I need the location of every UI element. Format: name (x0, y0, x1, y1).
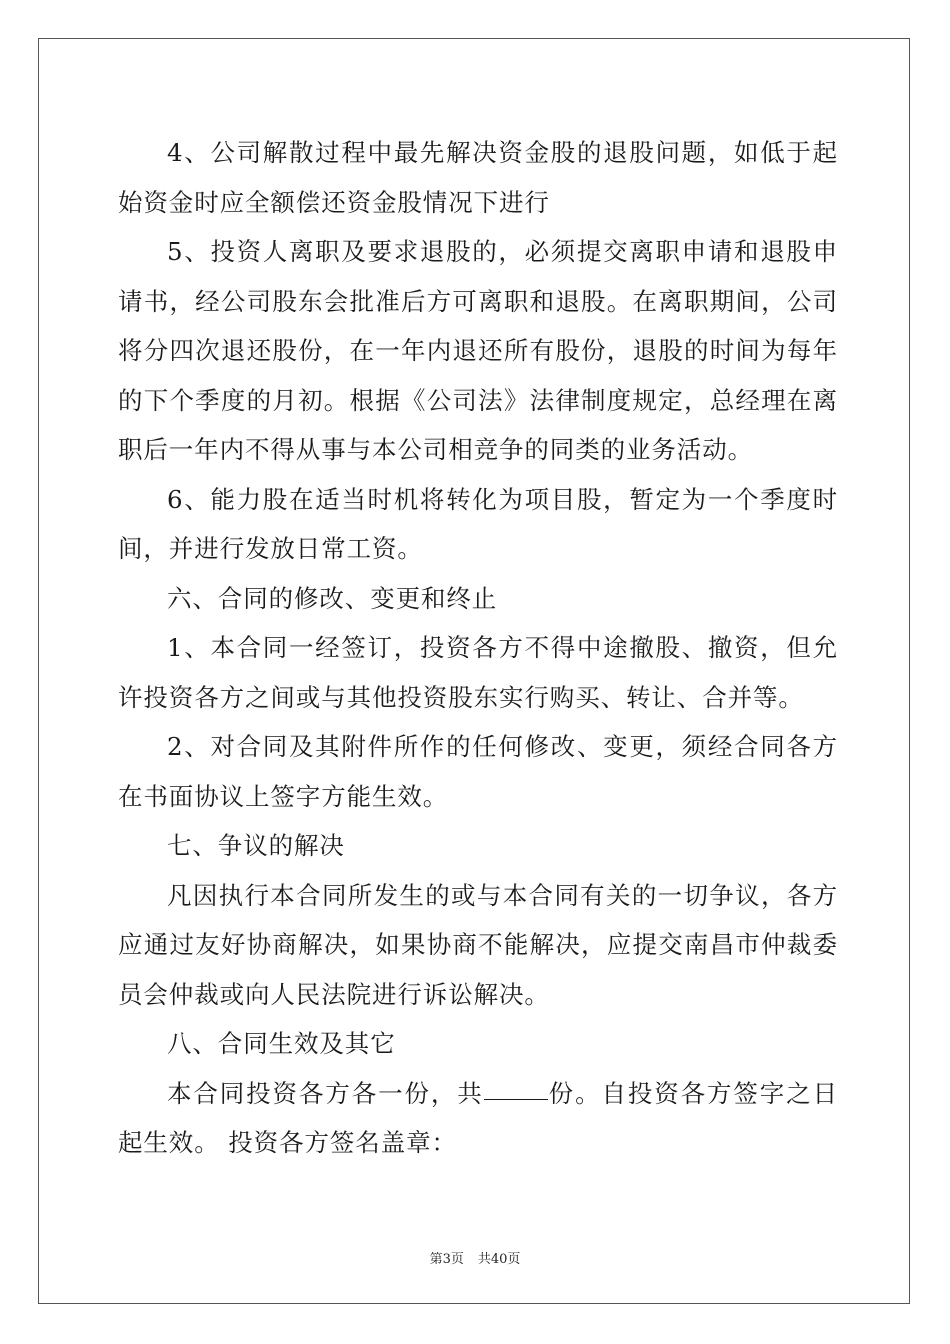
effect-text-before-blank: 本合同投资各方各一份，共 (167, 1078, 484, 1108)
page-number: 第3页 (429, 1252, 464, 1267)
paragraph-dispute: 凡因执行本合同所发生的或与本合同有关的一切争议，各方应通过友好协商解决，如果协商不能解决，应提交南昌市仲裁委员会仲裁或向人民法院进行诉讼解决。 (118, 880, 838, 1009)
page-total: 共40页 (477, 1252, 521, 1267)
paragraph-amendment-2: 2、对合同及其附件所作的任何修改、变更，须经合同各方在书面协议上签字方能生效。 (118, 732, 838, 811)
paragraph-item-6: 6、能力股在适当时机将转化为项目股，暂定为一个季度时间，并进行发放日常工资。 (118, 484, 838, 563)
section-heading-effect: 八、合同生效及其它 (167, 1029, 396, 1058)
effect-text-after-blank: 份。自投资各方签字之日起生效。 投资各方签名盖章： (118, 1078, 838, 1157)
paragraph-item-5: 5、投资人离职及要求退股的，必须提交离职申请和退股申请书，经公司股东会批准后方可离职和退股。在离职期间，公司将分四次退还股份，在一年内退还所有股份，退股的时间为每年的下个季度的月初。根据《公司法》法律制度规定，总经理在离职后一年内不得从事与本公司相竞争的同类的业务活动。 (118, 237, 838, 464)
section-heading-amendment: 六、合同的修改、变更和终止 (167, 583, 498, 613)
fill-in-blank (484, 1098, 548, 1100)
document-body (118, 128, 838, 1168)
paragraph-effect (118, 1069, 838, 1168)
page-footer (0, 1248, 950, 1267)
section-heading-dispute: 七、争议的解决 (167, 831, 345, 860)
paragraph-amendment-1: 1、本合同一经签订，投资各方不得中途撤股、撤资，但允许投资各方之间或与其他投资股东实行购买、转让、合并等。 (118, 633, 838, 712)
paragraph-item-4: 4、公司解散过程中最先解决资金股的退股问题，如低于起始资金时应全额偿还资金股情况下进行 (118, 138, 838, 217)
